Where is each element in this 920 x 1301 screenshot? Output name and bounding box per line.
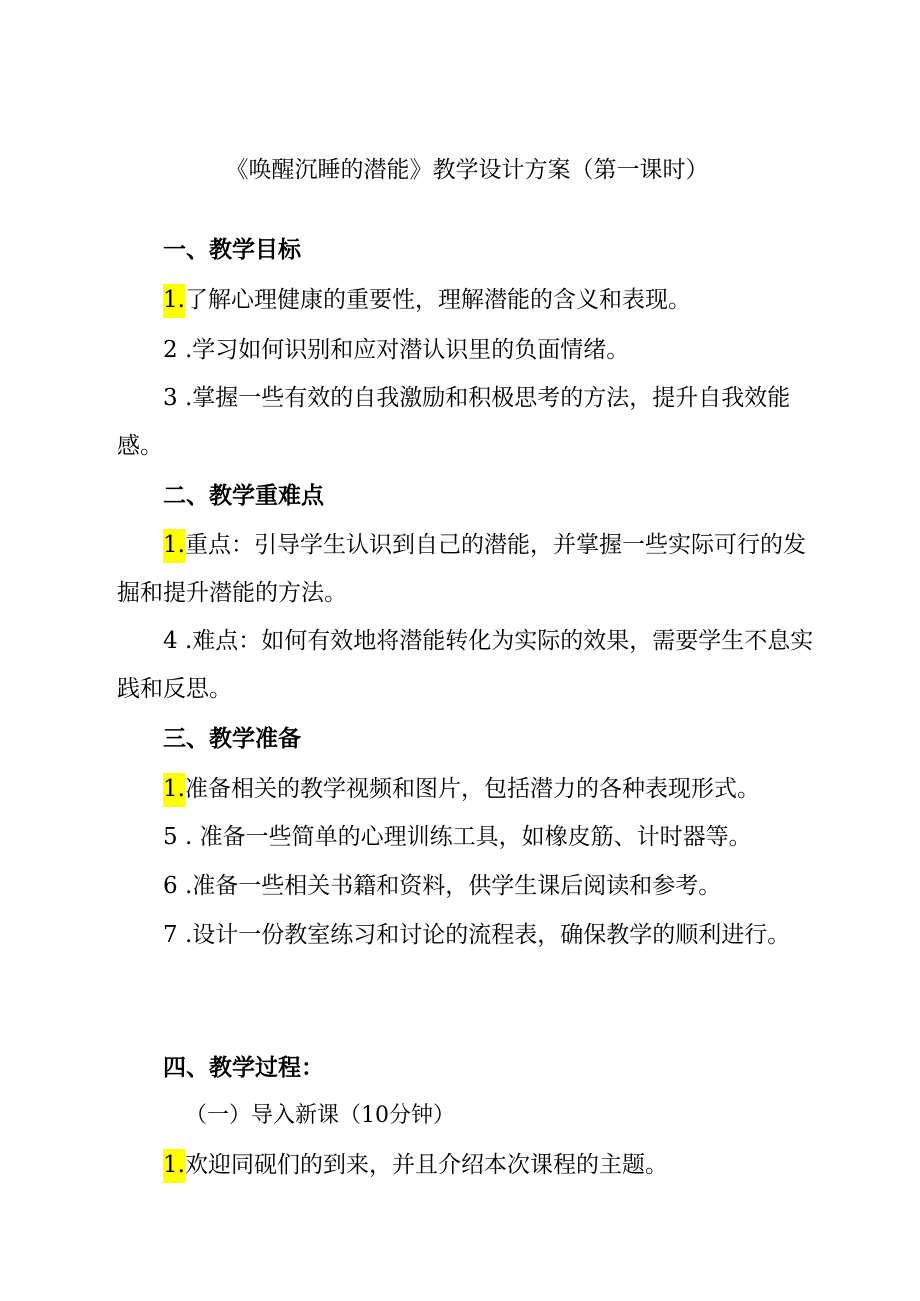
preparation-item-2 [117,813,817,861]
item-text: 难点：如何有效地将潜能转化为实际的效果，需要学生不息实践和反思。 [117,628,814,702]
item-text: 准备相关的教学视频和图片，包括潜力的各种表现形式。 [184,776,760,802]
section-heading-preparation: 三、教学准备 [163,725,301,752]
item-number: 5 . [163,824,200,850]
process-item-1 [117,1141,817,1189]
document-title: 《唤醒沉睡的潜能》教学设计方案（第一课时） [225,157,709,183]
objective-item-3 [117,374,817,470]
item-number: 4 . [163,628,193,654]
item-text: 欢迎同砚们的到来，并且介绍本次课程的主题。 [184,1152,668,1178]
item-number: 3 . [163,385,193,411]
item-text: 学习如何识别和应对潜认识里的负面情绪。 [192,337,630,363]
section-heading-objectives: 一、教学目标 [163,236,301,263]
section-heading-key-points: 二、教学重难点 [163,482,324,509]
section-heading-process: 四、教学过程： [163,1054,324,1081]
item-number: 1. [163,529,185,563]
item-number: 1. [163,1149,185,1183]
objective-item-1 [117,276,817,324]
objective-item-2 [117,326,817,374]
preparation-item-1 [117,765,817,813]
key-point-item-2 [117,617,817,713]
item-number: 7 . [163,922,193,948]
process-subheading: （一）导入新课（10分钟） [185,1103,455,1128]
preparation-item-3 [117,862,817,910]
item-text: 了解心理健康的重要性，理解潜能的含义和表现。 [184,287,691,313]
item-number: 6 . [163,873,193,899]
item-text: 准备一些相关书籍和资料，供学生课后阅读和参考。 [192,873,722,899]
item-number: 1. [163,284,185,318]
item-text: 准备一些简单的心理训练工具，如橡皮筋、计时器等。 [199,824,752,850]
item-text: 重点：引导学生认识到自己的潜能，并掌握一些实际可行的发掘和提升潜能的方法。 [117,532,806,606]
preparation-item-4 [117,911,817,959]
item-number: 2 . [163,337,193,363]
item-number: 1. [163,773,185,807]
item-text: 掌握一些有效的自我激励和积极思考的方法，提升自我效能感。 [117,385,791,459]
item-text: 设计一份教室练习和讨论的流程表，确保教学的顺利进行。 [192,922,791,948]
key-point-item-1 [117,521,817,617]
